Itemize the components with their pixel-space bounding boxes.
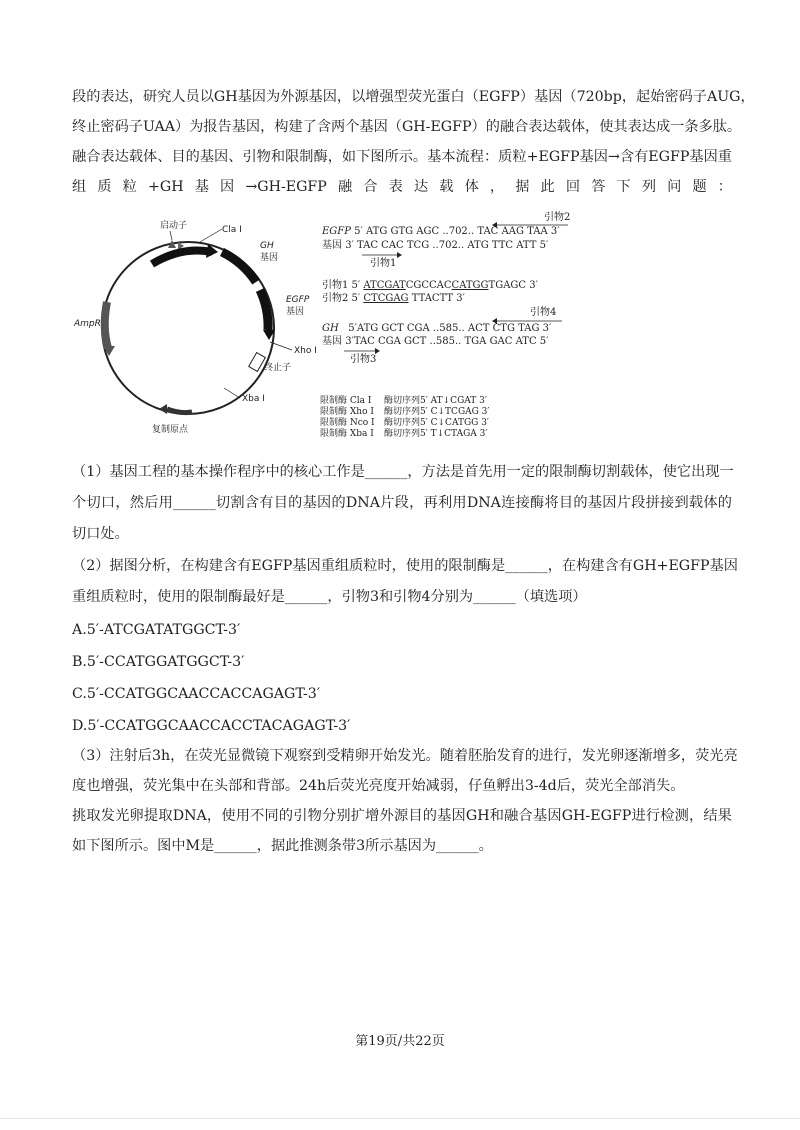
enzyme-row: 限制酶 Xho I 酶切序列5′ C↓TCGAG 3′ [320,407,490,417]
q3-line-2: 度也增强，荧光集中在头部和背部。24h后荧光亮度开始减弱，仔鱼孵出3-4d后，荧光全部消失。 [72,778,685,794]
egfp-gene-label: 基因 [286,307,305,317]
primer4-label: 引物4 [530,307,557,318]
q2-line-2: 重组质粒时，使用的限制酶最好是______，引物3和引物4分别为______（填选项） [72,589,587,605]
ori-label: 复制原点 [152,425,189,435]
primer1-label: 引物1 [370,258,397,269]
figure [72,212,742,452]
ampr-segment [105,302,108,348]
egfp-segment [260,290,268,330]
xbai-label: Xba I [242,394,265,404]
enzyme-row: 限制酶 Xba I 酶切序列5′ T↓CTAGA 3′ [320,429,488,439]
egfp-seq-top: EGFP 5′ ATG GTG AGC ..702.. TAC AAG TAA 3′ [322,226,560,237]
gh-gene-label: 基因 [260,253,279,263]
enzyme-table [320,396,489,440]
clai-label: Cla I [222,225,242,235]
q1-line-1: （1）基因工程的基本操作程序中的核心工作是______，方法是首先用一定的限制酶切割载体，使它出现一 [72,464,734,480]
gh-seq-bottom: 基因 3′TAC CGA GCT ..585.. TGA GAC ATC 5′ [322,336,549,347]
ori-segment [167,409,192,413]
intro-line-1: 段的表达，研究人员以GH基因为外源基因，以增强型荧光蛋白（EGFP）基因（720bp，起始密码子AUG， [72,89,755,105]
intro-line-3: 融合表达载体、目的基因、引物和限制酶，如下图所示。基本流程：质粒+EGFP基因→含有EGFP基因重 [72,149,732,165]
option-b: B.5′-CCATGGATGGCT-3′ [72,654,245,670]
option-c: C.5′-CCATGGCAACCACCAGAGT-3′ [72,686,321,702]
q3-line-3: 挑取发光卵提取DNA，使用不同的引物分别扩增外源目的基因GH和融合基因GH-EGFP进行检测，结果 [72,808,732,824]
terminator-label: 终止子 [264,363,292,373]
promoter-label: 启动子 [160,221,188,231]
plasmid-diagram [72,212,322,435]
ori-arrow [159,404,167,414]
q1-line-3: 切口处。 [72,526,129,542]
primer1-seq: 引物1 5′ ATCGATCGCCACCATGGTGAGC 3′ [322,280,538,291]
enzyme-row: 限制酶 Nco I 酶切序列5′ C↓CATGG 3′ [320,418,489,428]
ampr-label: AmpR [74,319,101,329]
primer2-seq: 引物2 5′ CTCGAG TTACTT 3′ [322,293,465,304]
gh-label: GH [260,241,274,251]
q2-line-1: （2）据图分析，在构建含有EGFP基因重组质粒时，使用的限制酶是______，在构建含有GH+EGFP基因 [72,558,738,574]
xhoi-label: Xho I [294,346,317,356]
primer2-arrow [492,222,572,228]
primer3-label: 引物3 [350,354,377,365]
intro-line-2: 终止密码子UAA）为报告基因，构建了含两个基因（GH-EGFP）的融合表达载体，使其表达成一条多肽。 [72,119,742,135]
egfp-label: EGFP [286,295,310,305]
primer2-label: 引物2 [544,212,571,223]
option-d: D.5′-CCATGGCAACCACCTACAGAGT-3′ [72,718,351,734]
page-footer: 第19页/共22页 [355,1034,445,1049]
enzyme-row: 限制酶 Cla I 酶切序列5′ AT↓CGAT 3′ [320,396,487,406]
egfp-seq-bottom: 基因 3′ TAC CAC TCG ..702.. ATG TTC ATT 5′ [322,240,549,251]
q3-line-4: 如下图所示。图中M是______，据此推测条带3所示基因为______。 [72,838,493,854]
inner-arrow-bar [152,251,212,265]
q3-line-1: （3）注射后3h，在荧光显微镜下观察到受精卵开始发光。随着胚胎发育的进行，发光卵逐渐增多，荧光亮 [72,748,738,764]
q1-line-2: 个切口，然后用______切割含有目的基因的DNA片段，再利用DNA连接酶将目的基因片段拼接到载体的 [72,495,732,511]
bottom-divider [0,1118,800,1119]
option-a: A.5′-ATCGATATGGCT-3′ [72,622,241,638]
gh-segment [222,252,256,282]
intro-line-4: 组质粒+GH基因→GH-EGFP融合表达载体，据此回答下列问题： [72,179,732,195]
gh-seq-top: GH 5′ATG GCT CGA ..585.. ACT CTG TAG 3′ [322,323,552,334]
